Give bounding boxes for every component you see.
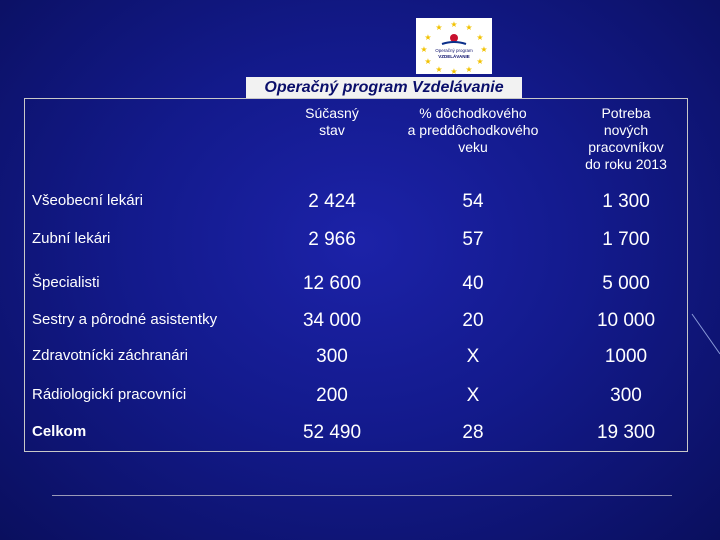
cell-need: 1 700 [602, 229, 650, 250]
row-label-total: Celkom [32, 423, 87, 440]
cell-retirement-pct: 20 [462, 310, 484, 331]
svg-text:★: ★ [424, 33, 432, 42]
header-retirement-line2: a preddôchodkového [407, 122, 539, 138]
header-current-line2: stav [319, 122, 345, 138]
svg-text:★: ★ [435, 65, 443, 74]
cell-need: 300 [610, 385, 642, 406]
row-label: Rádiologickí pracovníci [32, 386, 187, 403]
decorative-diagonal-line [690, 300, 720, 360]
header-current-state [282, 105, 382, 139]
cell-current: 34 000 [302, 310, 362, 331]
svg-text:VZDELÁVANIE: VZDELÁVANIE [438, 54, 470, 59]
cell-retirement-pct: 54 [462, 191, 484, 212]
svg-text:★: ★ [480, 45, 488, 54]
cell-retirement-pct: 57 [462, 229, 484, 250]
svg-text:★: ★ [424, 57, 432, 66]
cell-retirement-pct: 40 [462, 273, 484, 294]
svg-text:★: ★ [420, 45, 428, 54]
header-need-new-workers [566, 105, 686, 173]
row-label: Zdravotnícki záchranári [32, 347, 188, 364]
header-need-line1: Potreba [601, 105, 651, 121]
header-retirement-line3: veku [458, 139, 488, 155]
cell-current: 300 [316, 346, 348, 367]
svg-text:★: ★ [465, 65, 473, 74]
svg-text:Operačný program: Operačný program [435, 48, 473, 53]
cell-need: 1000 [604, 346, 648, 367]
header-retirement-pct [384, 105, 562, 156]
header-need-line4: do roku 2013 [585, 156, 667, 172]
svg-text:★: ★ [450, 67, 458, 74]
row-label: Sestry a pôrodné asistentky [32, 311, 218, 328]
eu-stars-logo-icon [416, 18, 492, 74]
header-current-line1: Súčasný [305, 105, 359, 121]
svg-text:★: ★ [465, 23, 473, 32]
cell-current: 2 966 [308, 229, 356, 250]
row-label: Špecialisti [32, 274, 100, 291]
cell-current: 2 424 [308, 191, 356, 212]
program-logo [416, 18, 492, 74]
footer-divider [52, 495, 672, 496]
cell-current: 52 490 [302, 422, 362, 443]
svg-text:★: ★ [435, 23, 443, 32]
svg-text:★: ★ [476, 33, 484, 42]
cell-need: 1 300 [602, 191, 650, 212]
svg-text:★: ★ [476, 57, 484, 66]
row-label: Všeobecní lekári [32, 192, 143, 209]
cell-need: 10 000 [596, 310, 656, 331]
cell-need: 5 000 [602, 273, 650, 294]
svg-text:★: ★ [450, 20, 458, 29]
cell-retirement-pct: X [466, 385, 480, 406]
cell-current: 12 600 [302, 273, 362, 294]
program-title: Operačný program Vzdelávanie [246, 77, 522, 99]
header-retirement-line1: % dôchodkového [419, 105, 527, 121]
cell-retirement-pct: 28 [462, 422, 484, 443]
row-label: Zubní lekári [32, 230, 111, 247]
header-need-line2: nových [603, 122, 649, 138]
cell-retirement-pct: X [466, 346, 480, 367]
cell-need: 19 300 [596, 422, 656, 443]
cell-current: 200 [316, 385, 348, 406]
header-need-line3: pracovníkov [588, 139, 664, 155]
